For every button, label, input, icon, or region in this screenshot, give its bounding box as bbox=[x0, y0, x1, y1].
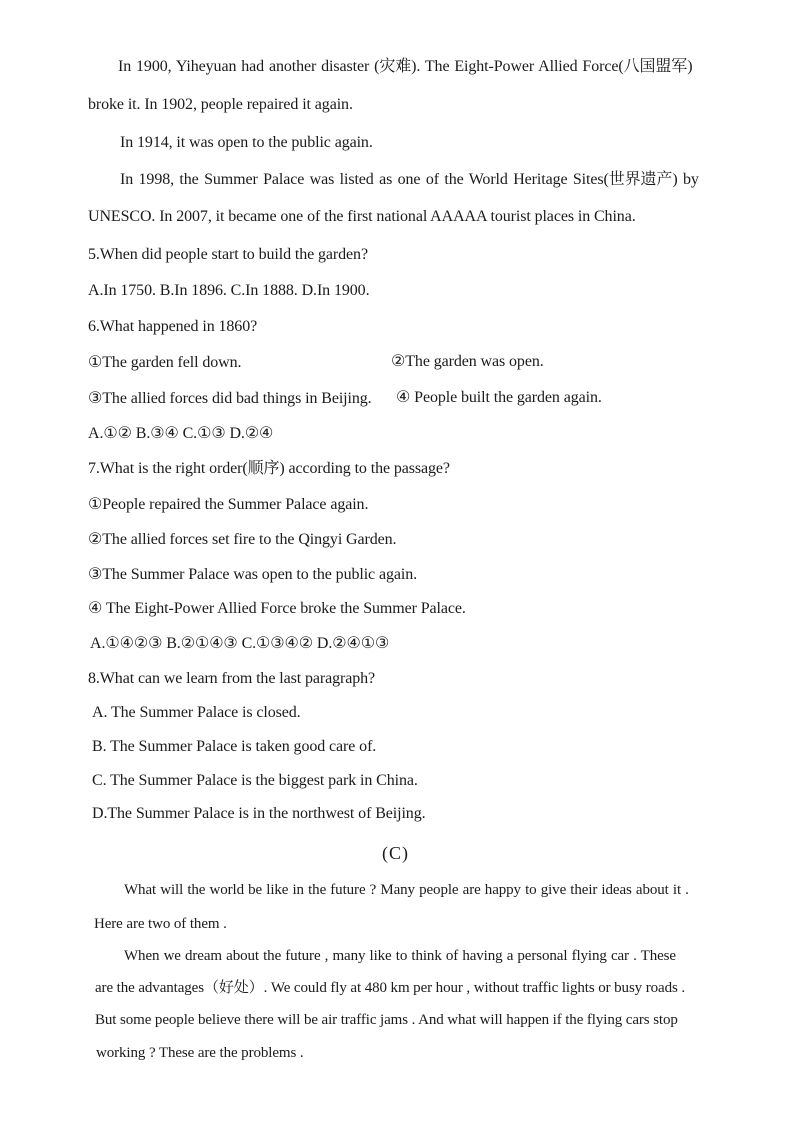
passage-line: In 1914, it was open to the public again. bbox=[120, 134, 373, 151]
statement-item: ④ The Eight-Power Allied Force broke the Summer Palace. bbox=[88, 600, 466, 617]
passage-line: In 1900, Yiheyuan had another disaster (灾难). The Eight-Power Allied Force(八国盟军) bbox=[118, 58, 693, 75]
statement-item: ①People repaired the Summer Palace again. bbox=[88, 496, 369, 513]
passage-line: When we dream about the future , many like to think of having a personal flying car . These bbox=[124, 948, 676, 964]
passage-line: What will the world be like in the future ? Many people are happy to give their ideas about it . bbox=[124, 882, 689, 898]
passage-line: are the advantages（好处）. We could fly at 480 km per hour , without traffic lights or busy roads . bbox=[95, 980, 686, 996]
question-stem: 6.What happened in 1860? bbox=[88, 318, 258, 335]
answer-option: B. The Summer Palace is taken good care of. bbox=[92, 738, 377, 755]
answer-options: A.①② B.③④ C.①③ D.②④ bbox=[88, 425, 274, 442]
question-stem: 8.What can we learn from the last paragraph? bbox=[88, 670, 376, 687]
statement-item: ②The garden was open. bbox=[391, 353, 544, 370]
passage-line: UNESCO. In 2007, it became one of the first national AAAAA tourist places in China. bbox=[88, 208, 636, 225]
passage-line: But some people believe there will be air traffic jams . And what will happen if the flying cars stop bbox=[95, 1012, 678, 1028]
passage-line: broke it. In 1902, people repaired it again. bbox=[88, 96, 353, 113]
question-stem: 5.When did people start to build the garden? bbox=[88, 246, 368, 263]
answer-option: C. The Summer Palace is the biggest park in China. bbox=[92, 772, 418, 789]
section-title: (C) bbox=[382, 843, 409, 863]
passage-line: In 1998, the Summer Palace was listed as one of the World Heritage Sites(世界遗产) by bbox=[120, 171, 699, 188]
statement-item: ①The garden fell down. bbox=[88, 354, 242, 371]
answer-option: D.The Summer Palace is in the northwest of Beijing. bbox=[92, 805, 426, 822]
answer-options: A.①④②③ B.②①④③ C.①③④② D.②④①③ bbox=[90, 635, 390, 652]
statement-item: ③The allied forces did bad things in Beijing. bbox=[88, 390, 372, 407]
statement-item: ④ People built the garden again. bbox=[396, 389, 602, 406]
answer-options: A.In 1750. B.In 1896. C.In 1888. D.In 1900. bbox=[88, 282, 370, 299]
passage-line: Here are two of them . bbox=[94, 916, 227, 932]
answer-option: A. The Summer Palace is closed. bbox=[92, 704, 301, 721]
statement-item: ②The allied forces set fire to the Qingyi Garden. bbox=[88, 531, 397, 548]
passage-line: working ? These are the problems . bbox=[96, 1045, 304, 1061]
statement-item: ③The Summer Palace was open to the public again. bbox=[88, 566, 418, 583]
question-stem: 7.What is the right order(顺序) according to the passage? bbox=[88, 460, 450, 477]
